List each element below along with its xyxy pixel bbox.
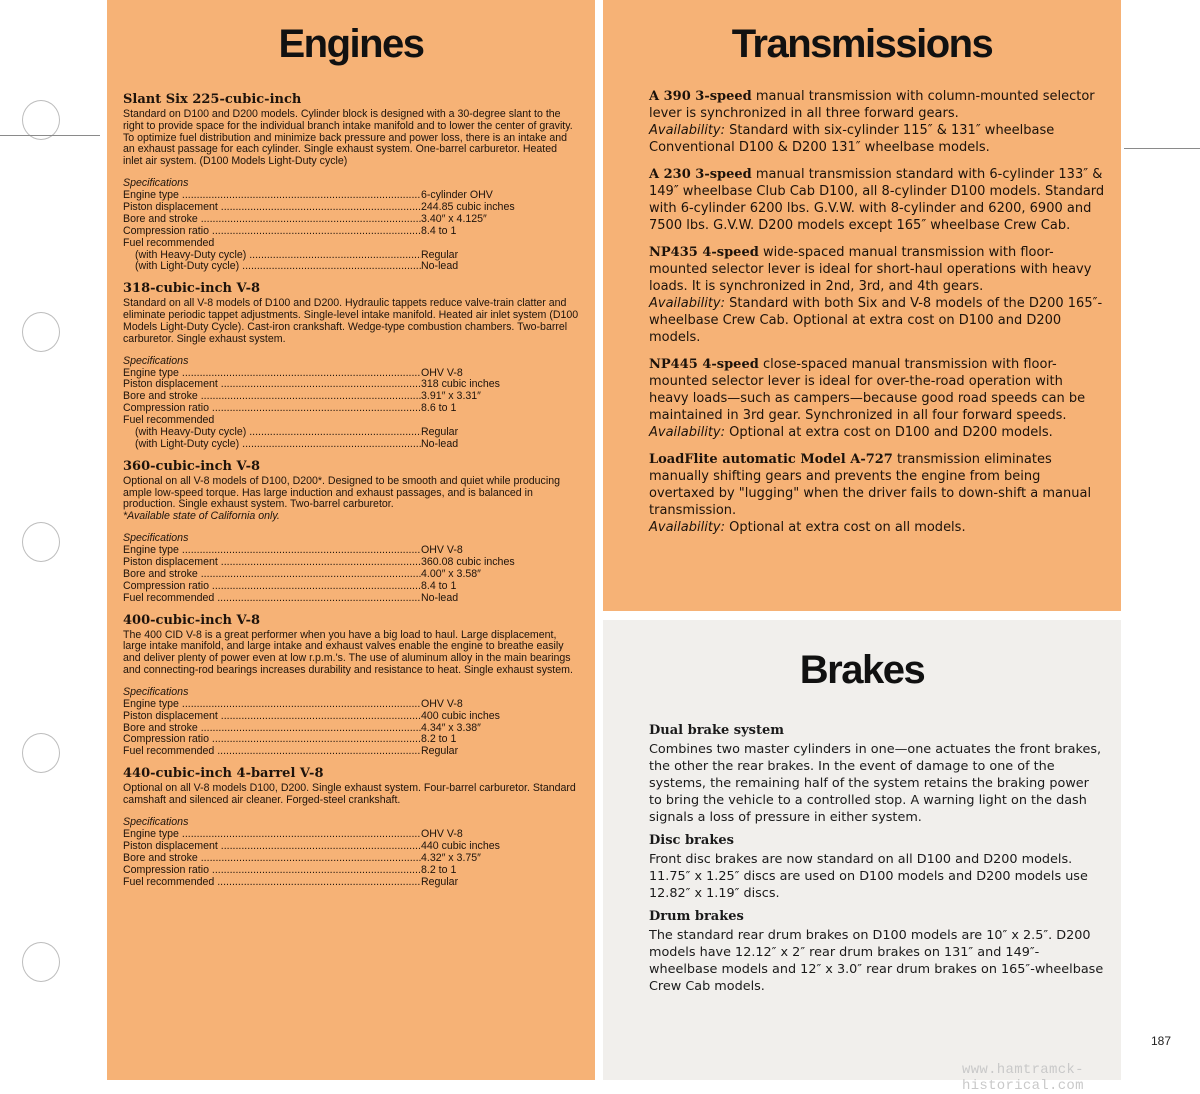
engine-description: Standard on D100 and D200 models. Cylinder block is designed with a 30-degree slant to the right to provide space for the individual branch intake manifold and to lower the center of gravity. To optimize fuel distribution and minimize back pressure and power loss, there is an intake and an exhaust passage for each cylinder. Single exhaust system. One-barrel carburetor. Heated inlet air system. (D100 Models Light-Duty cycle) xyxy=(123,108,573,168)
spec-label: Engine type ..... xyxy=(123,699,421,711)
availability-text: Standard with both Six and V-8 models of the D200 165″-wheelbase Crew Cab. Optional at extra cost on D100 and D200 models. xyxy=(649,296,1103,345)
spec-value: No-lead xyxy=(421,437,459,450)
brake-description: The standard rear drum brakes on D100 models are 10″ x 2.5″. D200 models have 12.12″ x 2″ rear drum brakes on 131″ and 149″-wheelbase models and 12″ x 3.0″ rear drum brakes on 165″-wheelbase Crew Cab models. xyxy=(649,928,1104,994)
spec-value: 318 cubic inches xyxy=(421,378,500,391)
availability-text: Optional at extra cost on D100 and D200 models. xyxy=(725,425,1053,440)
brake-heading: Disc brakes xyxy=(649,833,734,848)
spec-subheading: Fuel recommended xyxy=(123,236,215,249)
spec-row xyxy=(123,877,579,889)
spec-value: 8.4 to 1 xyxy=(421,224,457,237)
engine-section xyxy=(123,92,579,273)
spec-heading: Specifications xyxy=(123,685,189,698)
transmission-item xyxy=(649,88,1105,156)
engine-section xyxy=(123,766,579,888)
spec-value: 8.2 to 1 xyxy=(421,863,457,876)
spec-value: Regular xyxy=(421,248,459,261)
spec-value: Regular xyxy=(421,426,459,439)
brakes-title: Brakes xyxy=(799,648,925,692)
transmission-name: NP435 4-speed xyxy=(649,245,759,260)
spec-heading: Specifications xyxy=(123,532,189,545)
spec-label: Compression ratio ..... xyxy=(123,226,421,238)
spec-label: (with Heavy-Duty cycle) ..... xyxy=(135,250,421,262)
spec-row xyxy=(123,202,579,214)
spec-label: Bore and stroke ..... xyxy=(123,569,421,581)
spec-value: 4.34″ x 3.38″ xyxy=(421,721,481,734)
spec-heading: Specifications xyxy=(123,815,189,828)
page-number: 187 xyxy=(1151,1034,1172,1048)
transmission-description: manual transmission with column-mounted selector lever is synchronized in all three forward gears. xyxy=(649,89,1095,121)
spec-row xyxy=(123,699,579,711)
availability-label: Availability: xyxy=(649,123,726,138)
transmissions-panel xyxy=(603,0,1121,611)
binder-hole xyxy=(22,100,60,140)
transmission-description: transmission eliminates manually shifting gears and prevents the engine from being overtaxed by "lugging" when the driver fails to down-shift a manual transmission. xyxy=(649,452,1092,518)
spec-label: Bore and stroke ..... xyxy=(123,391,421,403)
engine-heading: Slant Six 225-cubic-inch xyxy=(123,92,302,107)
spec-value: 8.4 to 1 xyxy=(421,579,457,592)
spec-value: 3.91″ x 3.31″ xyxy=(421,390,481,403)
spec-row xyxy=(123,841,579,853)
spec-value: 244.85 cubic inches xyxy=(421,200,515,213)
spec-label: Compression ratio ..... xyxy=(123,734,421,746)
spec-value: Regular xyxy=(421,745,459,758)
spec-row xyxy=(123,746,579,758)
spec-label: Bore and stroke ..... xyxy=(123,723,421,735)
brake-description: Combines two master cylinders in one—one actuates the front brakes, the other the rear brakes. In the event of damage to one of the systems, the remaining half of the system retains the braking power to bring the vehicle to a controlled stop. A warning light on the dash signals a loss of pressure in either system. xyxy=(649,742,1102,825)
engine-heading: 400-cubic-inch V-8 xyxy=(123,612,261,628)
spec-value: OHV V-8 xyxy=(421,827,463,840)
transmission-item xyxy=(649,244,1105,346)
spec-row xyxy=(123,226,579,238)
spec-label: Fuel recommended ..... xyxy=(123,593,421,605)
spec-row xyxy=(123,865,579,877)
watermark: www.hamtramck-historical.com xyxy=(962,1062,1084,1094)
spec-value: OHV V-8 xyxy=(421,544,463,557)
transmissions-title: Transmissions xyxy=(731,22,993,66)
engine-section xyxy=(123,459,579,605)
spec-value: 3.40″ x 4.125″ xyxy=(421,212,487,225)
binder-hole xyxy=(22,312,60,352)
spec-heading: Specifications xyxy=(123,354,189,367)
spec-value: 360.08 cubic inches xyxy=(421,555,515,568)
transmission-item xyxy=(649,166,1105,234)
engine-heading: 318-cubic-inch V-8 xyxy=(123,281,261,297)
transmission-name: NP445 4-speed xyxy=(649,357,759,372)
availability-text: Standard with six-cylinder 115″ & 131″ wheelbase Conventional D100 & D200 131″ wheelbase models. xyxy=(649,123,1055,155)
transmission-list xyxy=(649,88,1105,536)
spec-label: Engine type ..... xyxy=(123,368,421,380)
binder-hole xyxy=(22,522,60,562)
spec-value: Regular xyxy=(421,875,459,888)
spec-label: Piston displacement ..... xyxy=(123,711,421,723)
spec-value: 400 cubic inches xyxy=(421,709,500,722)
spec-row xyxy=(123,734,579,746)
transmission-name: LoadFlite automatic Model A-727 xyxy=(649,452,893,467)
spec-row xyxy=(123,723,579,735)
engines-title: Engines xyxy=(278,22,424,66)
transmission-description: manual transmission standard with 6-cylinder 133″ & 149″ wheelbase Club Cab D100, all 8-cylinder D100 models. Standard with 6-cylinder 6200 lbs. G.V.W. with 8-cylinder and 6200, 6900 and 7500 lbs. G.V.W. D200 models except 165″ wheelbase Crew Cab. xyxy=(649,167,1105,233)
spec-value: OHV V-8 xyxy=(421,366,463,379)
brake-heading: Dual brake system xyxy=(649,723,785,738)
spec-value: OHV V-8 xyxy=(421,697,463,710)
spec-label: Compression ratio ..... xyxy=(123,403,421,415)
transmission-name: A 390 3-speed xyxy=(649,89,752,104)
spec-label: (with Light-Duty cycle) ..... xyxy=(135,261,421,273)
spec-label: (with Heavy-Duty cycle) ..... xyxy=(135,427,421,439)
spec-row xyxy=(123,711,579,723)
binder-hole xyxy=(22,733,60,773)
spec-label: Fuel recommended ..... xyxy=(123,746,421,758)
spec-value: 440 cubic inches xyxy=(421,839,500,852)
transmission-item xyxy=(649,451,1105,536)
engine-description: Optional on all V-8 models of D100, D200*. Designed to be smooth and quiet while producing ample low-speed torque. Has large induction and exhaust passages, and is balanced in production. Single exhaust system. Two-barrel carburetor. xyxy=(123,474,560,511)
engine-section xyxy=(123,281,579,451)
availability-label: Availability: xyxy=(649,425,726,440)
engine-heading: 440-cubic-inch 4-barrel V-8 xyxy=(123,766,324,782)
spec-label: (with Light-Duty cycle) ..... xyxy=(135,439,421,451)
spec-label: Piston displacement ..... xyxy=(123,841,421,853)
engine-section xyxy=(123,613,579,759)
spec-row xyxy=(123,214,579,226)
transmission-description: close-spaced manual transmission with floor-mounted selector lever is ideal for over-the-road operation with heavy loads—such as campers—because good road speeds can be maintained in 3rd gear. Synchronized in all four forward speeds. xyxy=(649,357,1086,423)
binder-hole xyxy=(22,942,60,982)
spec-value: 8.2 to 1 xyxy=(421,733,457,746)
spec-value: No-lead xyxy=(421,260,459,273)
brake-description: Front disc brakes are now standard on all D100 and D200 models. 11.75″ x 1.25″ discs are used on D100 models and D200 models use 12.82″ x 1.19″ discs. xyxy=(649,852,1088,901)
spec-label: Fuel recommended ..... xyxy=(123,877,421,889)
spec-value: No-lead xyxy=(421,591,459,604)
brakes-panel xyxy=(603,620,1121,1080)
spec-label: Bore and stroke ..... xyxy=(123,853,421,865)
availability-label: Availability: xyxy=(649,296,726,311)
transmission-item xyxy=(649,356,1105,441)
brake-heading: Drum brakes xyxy=(649,909,744,924)
spec-value: 6-cylinder OHV xyxy=(421,188,493,201)
spec-value: 8.6 to 1 xyxy=(421,402,457,415)
spec-label: Compression ratio ..... xyxy=(123,865,421,877)
engines-panel xyxy=(107,0,595,1080)
spec-label: Engine type ..... xyxy=(123,190,421,202)
spec-row xyxy=(123,250,579,262)
spec-row xyxy=(123,261,579,273)
spec-row xyxy=(123,581,579,593)
spec-row xyxy=(123,557,579,569)
spec-value: 4.00″ x 3.58″ xyxy=(421,567,481,580)
spec-row xyxy=(123,593,579,605)
spec-label: Compression ratio ..... xyxy=(123,581,421,593)
engine-heading: 360-cubic-inch V-8 xyxy=(123,458,261,474)
spec-row xyxy=(123,439,579,451)
spec-subheading: Fuel recommended xyxy=(123,414,215,427)
engine-description: Standard on all V-8 models of D100 and D200. Hydraulic tappets reduce valve-train clatter and eliminate periodic tappet adjustments. Single-level intake manifold. Heated air inlet system (D100 Models Light-Duty Cycle). Cast-iron crankshaft. Wedge-type combustion chambers. Two-barrel carburetor. Single exhaust system. xyxy=(123,297,579,345)
availability-label: Availability: xyxy=(649,520,726,535)
spec-row xyxy=(123,427,579,439)
transmission-description: wide-spaced manual transmission with floor-mounted selector lever is ideal for short-haul operations with heavy loads. It is synchronized in 2nd, 3rd, and 4th gears. xyxy=(649,245,1092,294)
brake-list xyxy=(649,722,1105,995)
spec-row xyxy=(123,379,579,391)
spec-row xyxy=(123,829,579,841)
spec-label: Bore and stroke ..... xyxy=(123,214,421,226)
spec-label: Engine type ..... xyxy=(123,545,421,557)
spec-label: Piston displacement ..... xyxy=(123,202,421,214)
spec-label: Piston displacement ..... xyxy=(123,557,421,569)
availability-text: Optional at extra cost on all models. xyxy=(725,520,966,535)
engine-sections xyxy=(123,92,579,888)
spec-label: Piston displacement ..... xyxy=(123,379,421,391)
spec-row xyxy=(123,391,579,403)
spec-heading: Specifications xyxy=(123,176,189,189)
spec-row xyxy=(123,853,579,865)
edge-rule xyxy=(1124,148,1200,149)
engine-description: The 400 CID V-8 is a great performer when you have a big load to haul. Large displacement, large intake manifold, and large intake and exhaust valves enable the engine to breathe easily and deliver plenty of power even at low r.p.m.'s. The use of aluminum alloy in the main bearings and connecting-rod bearings increases durability and resistance to heat. Single exhaust system. xyxy=(123,628,573,676)
engine-description: Optional on all V-8 models D100, D200. Single exhaust system. Four-barrel carburetor. Standard camshaft and silenced air cleaner. Forged-steel crankshaft. xyxy=(123,782,576,807)
spec-label: Engine type ..... xyxy=(123,829,421,841)
transmission-name: A 230 3-speed xyxy=(649,167,752,182)
spec-value: 4.32″ x 3.75″ xyxy=(421,851,481,864)
spec-row xyxy=(123,368,579,380)
engine-footnote: *Available state of California only. xyxy=(123,510,280,523)
edge-rule xyxy=(0,135,100,136)
spec-row xyxy=(123,569,579,581)
